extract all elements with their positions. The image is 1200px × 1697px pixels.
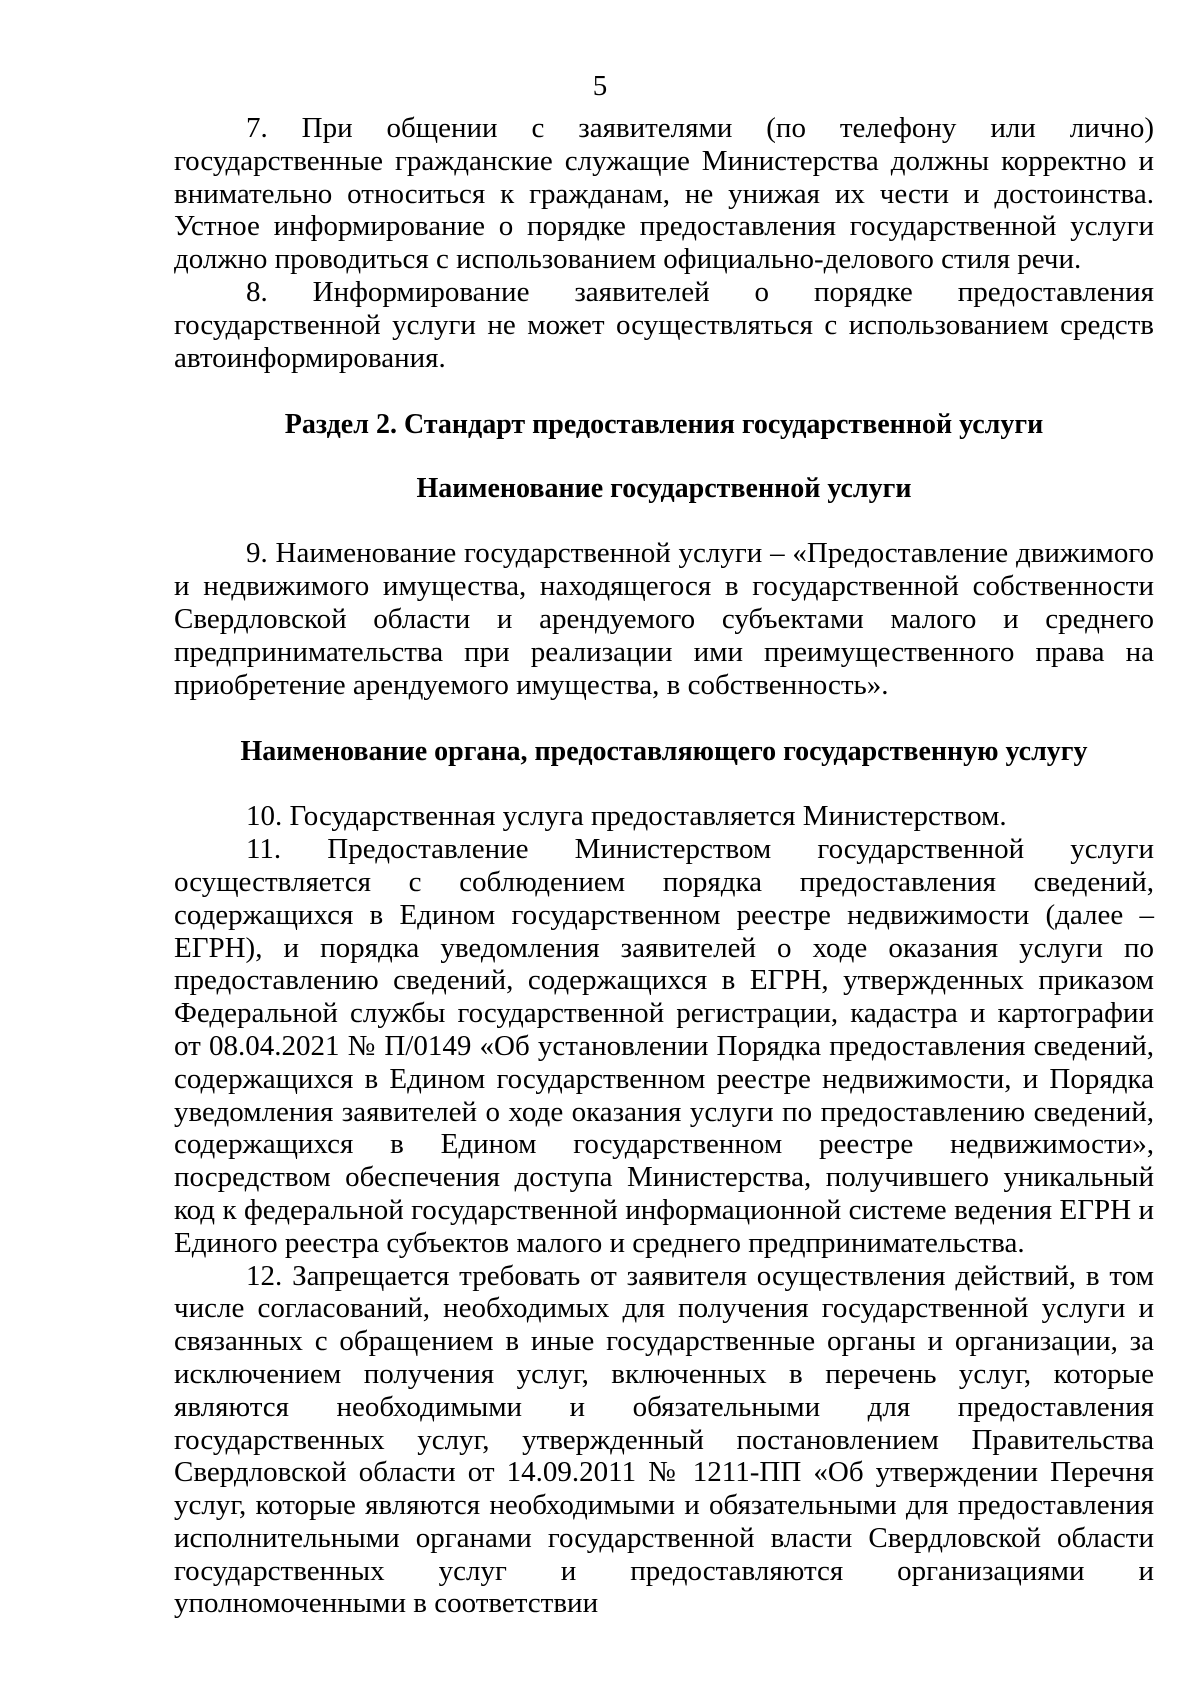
page-number: 5 — [592, 70, 608, 102]
document-body — [174, 112, 1154, 1620]
section-2-heading: Раздел 2. Стандарт предоставления государственной услуги — [284, 409, 1044, 441]
authority-heading: Наименование органа, предоставляющего государственную услугу — [240, 736, 1088, 768]
paragraph-8: 8. Информирование заявителей о порядке предоставления государственной услуги не может осуществляться с использованием средств автоинформирования. — [174, 275, 1154, 374]
paragraph-12: 12. Запрещается требовать от заявителя осуществления действий, в том числе согласований, необходимых для получения государственной услуги и связанных с обращением в иные государственные органы и организации, за исключением получения услуг, включенных в перечень услуг, которые являются необходимыми и обязательными для предоставления государственных услуг, утвержденный постановлением Правительства Свердловской области от 14.09.2011 № 1211-ПП «Об утверждении Перечня услуг, которые являются необходимыми и обязательными для предоставления исполнительными органами государственной власти Свердловской области государственных услуг и предоставляются организациями и уполномоченными в соответствии — [174, 1259, 1154, 1620]
paragraph-9: 9. Наименование государственной услуги – «Предоставление движимого и недвижимого имущества, находящегося в государственной собственности Свердловской области и арендуемого субъектами малого и среднего предпринимательства при реализации ими преимущественного права на приобретение арендуемого имущества, в собственность». — [174, 537, 1154, 701]
paragraph-10: 10. Государственная услуга предоставляется Министерством. — [246, 800, 1007, 833]
paragraph-7: 7. При общении с заявителями (по телефону или лично) государственные гражданские служащие Министерства должны корректно и внимательно относиться к гражданам, не унижая их чести и достоинства. Устное информирование о порядке предоставления государственной услуги должно проводиться с использованием официально-делового стиля речи. — [174, 112, 1154, 276]
service-name-heading: Наименование государственной услуги — [416, 473, 912, 505]
paragraph-11: 11. Предоставление Министерством государственной услуги осуществляется с соблюдением порядка предоставления сведений, содержащихся в Едином государственном реестре недвижимости (далее – ЕГРН), и порядка уведомления заявителей о ходе оказания услуги по предоставлению сведений, содержащихся в ЕГРН, утвержденных приказом Федеральной службы государственной регистрации, кадастра и картографии от 08.04.2021 № П/0149 «Об установлении Порядка предоставления сведений, содержащихся в Едином государственном реестре недвижимости, и Порядка уведомления заявителей о ходе оказания услуги по предоставлению сведений, содержащихся в Едином государственном реестре недвижимости», посредством обеспечения доступа Министерства, получившего уникальный код к федеральной государственной информационной системе ведения ЕГРН и Единого реестра субъектов малого и среднего предпринимательства. — [174, 833, 1154, 1259]
